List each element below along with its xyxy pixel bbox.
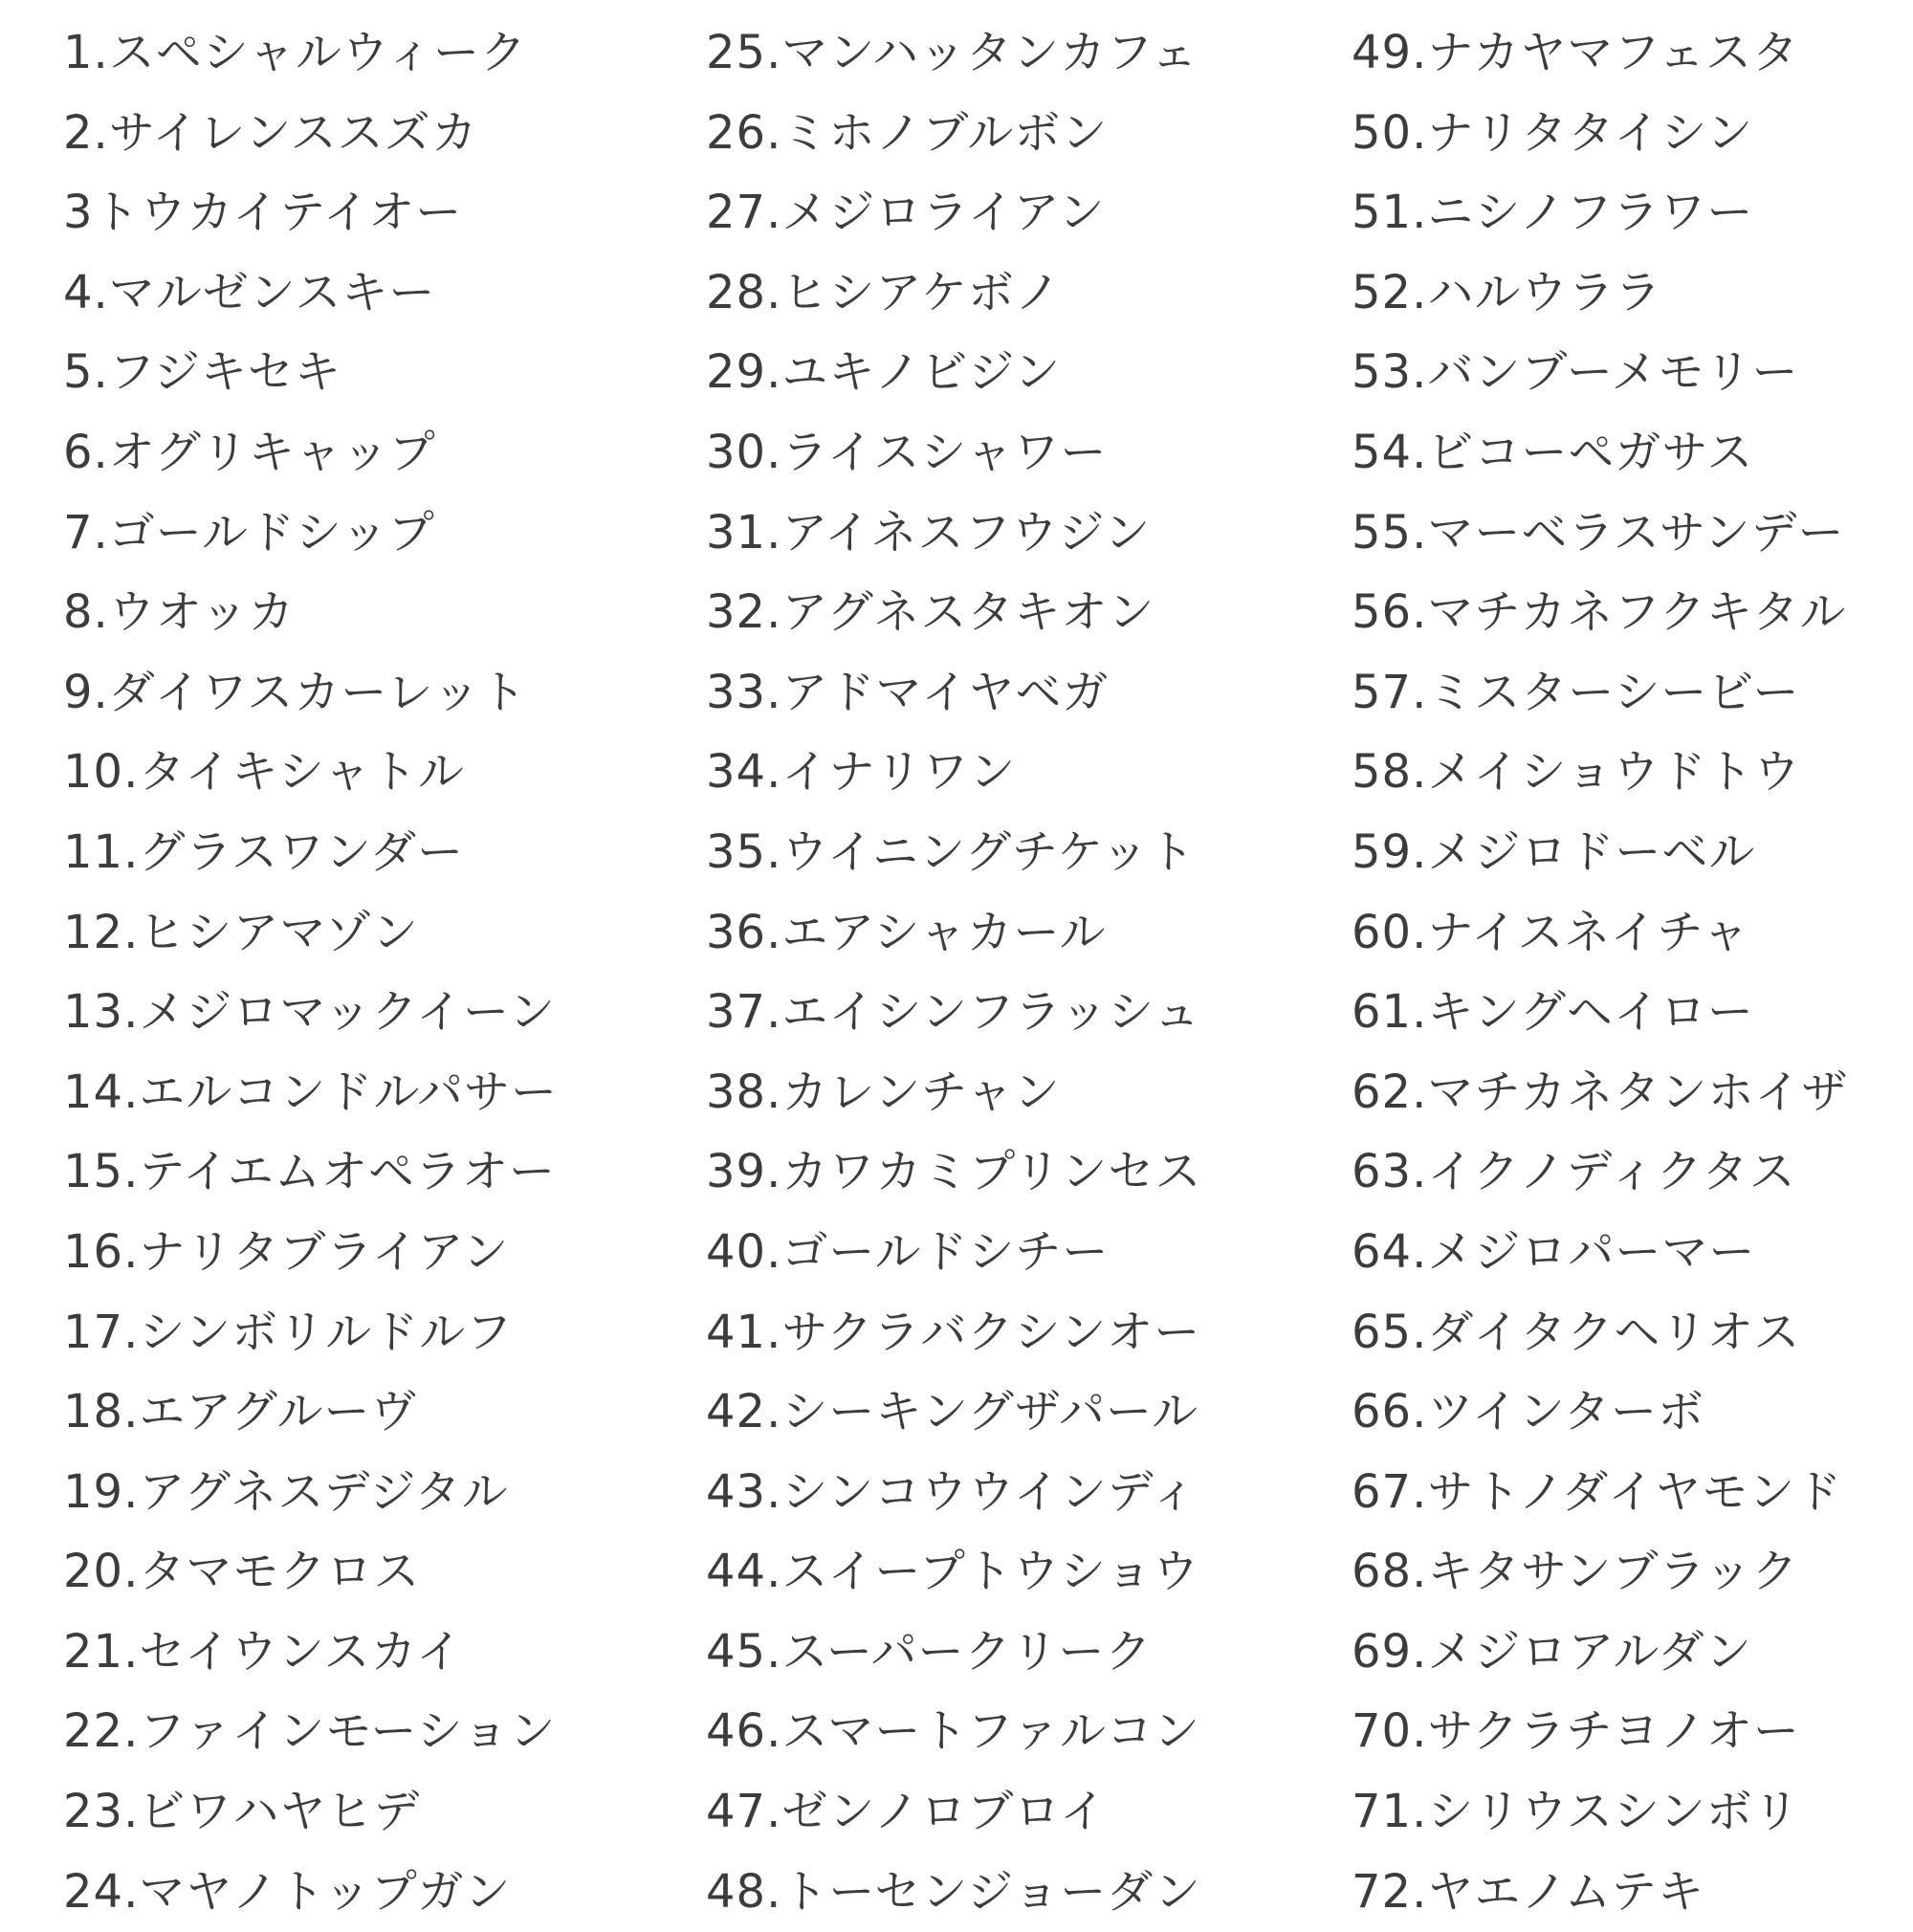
list-item: 46.スマートファルコン — [706, 1704, 1200, 1759]
list-item: 27.メジロライアン — [706, 186, 1106, 240]
list-item: 22.ファインモーション — [63, 1704, 557, 1759]
list-item: 37.エイシンフラッシュ — [706, 985, 1201, 1040]
list-item: 47.ゼンノロブロイ — [706, 1785, 1107, 1839]
list-item: 17.シンボリルドルフ — [63, 1305, 514, 1359]
list-item: 39.カワカミプリンセス — [706, 1145, 1202, 1199]
list-item: 20.タマモクロス — [63, 1545, 421, 1599]
list-item: 14.エルコンドルパサー — [63, 1065, 558, 1119]
list-item: 65.ダイタクヘリオス — [1352, 1305, 1801, 1359]
list-item: 9.ダイワスカーレット — [63, 665, 527, 719]
list-item: 4.マルゼンスキー — [63, 265, 436, 319]
list-column-2 — [706, 13, 1280, 1932]
list-item: 30.ライスシャワー — [706, 425, 1108, 479]
list-item: 63.イクノディクタス — [1352, 1145, 1796, 1199]
list-item: 8.ウオッカ — [63, 585, 296, 640]
list-item: 70.サクラチヨノオー — [1352, 1704, 1800, 1759]
list-item: 6.オグリキャップ — [63, 425, 436, 479]
list-item: 26.ミホノブルボン — [706, 105, 1109, 160]
list-item: 18.エアグルーヴ — [63, 1385, 418, 1439]
list-item: 53.バンブーメモリー — [1352, 345, 1799, 400]
list-item: 56.マチカネフクキタル — [1352, 585, 1847, 640]
list-item: 31.アイネスフウジン — [706, 505, 1152, 560]
list-item: 12.ヒシアマゾン — [63, 905, 419, 959]
list-item: 64.メジロパーマー — [1352, 1224, 1756, 1279]
list-item: 42.シーキングザパール — [706, 1385, 1199, 1439]
list-item: 58.メイショウドトウ — [1352, 745, 1801, 800]
list-item: 15.テイエムオペラオー — [63, 1145, 557, 1199]
list-item: 35.ウイニングチケット — [706, 824, 1196, 879]
list-item: 52.ハルウララ — [1352, 265, 1662, 319]
list-item: 62.マチカネタンホイザ — [1352, 1065, 1849, 1119]
list-column-1 — [63, 13, 637, 1932]
list-item: 71.シリウスシンボリ — [1352, 1785, 1800, 1839]
list-item: 48.トーセンジョーダン — [706, 1864, 1201, 1919]
list-item: 61.キングヘイロー — [1352, 985, 1754, 1040]
list-item: 5.フジキセキ — [63, 345, 341, 400]
list-item: 44.スイープトウショウ — [706, 1545, 1200, 1599]
list-item: 23.ビワハヤヒデ — [63, 1785, 421, 1839]
list-column-3 — [1352, 13, 1911, 1932]
list-item: 68.キタサンブラック — [1352, 1545, 1799, 1599]
list-item: 32.アグネスタキオン — [706, 585, 1155, 640]
list-item: 16.ナリタブライアン — [63, 1224, 510, 1279]
list-item: 3トウカイテイオー — [63, 186, 463, 240]
list-item: 36.エアシャカール — [706, 905, 1107, 959]
list-item: 57.ミスターシービー — [1352, 665, 1800, 719]
list-item: 59.メジロドーベル — [1352, 824, 1756, 879]
list-item: 2.サイレンススズカ — [63, 105, 478, 160]
list-item: 45.スーパークリーク — [706, 1624, 1153, 1679]
list-item: 66.ツインターボ — [1352, 1385, 1705, 1439]
list-item: 50.ナリタタイシン — [1352, 105, 1754, 160]
list-item: 24.マヤノトップガン — [63, 1864, 512, 1919]
list-item: 10.タイキシャトル — [63, 745, 465, 800]
list-item: 28.ヒシアケボノ — [706, 265, 1062, 319]
list-item: 33.アドマイヤベガ — [706, 665, 1110, 719]
list-item: 49.ナカヤマフェスタ — [1352, 26, 1799, 79]
list-item: 72.ヤエノムテキ — [1352, 1864, 1705, 1919]
list-item: 1.スペシャルウィーク — [63, 26, 527, 79]
list-item: 34.イナリワン — [706, 745, 1017, 800]
list-item: 55.マーベラスサンデー — [1352, 505, 1845, 560]
list-item: 41.サクラバクシンオー — [706, 1305, 1201, 1359]
list-item: 54.ビコーペガサス — [1352, 425, 1754, 479]
list-item: 43.シンコウウインディ — [706, 1464, 1198, 1519]
list-item: 60.ナイスネイチャ — [1352, 905, 1750, 959]
list-item: 7.ゴールドシップ — [63, 505, 435, 560]
list-item: 51.ニシノフラワー — [1352, 186, 1754, 240]
list-item: 21.セイウンスカイ — [63, 1624, 464, 1679]
list-item: 19.アグネスデジタル — [63, 1464, 509, 1519]
list-item: 29.ユキノビジン — [706, 345, 1062, 400]
list-item: 38.カレンチャン — [706, 1065, 1061, 1119]
list-item: 13.メジロマックイーン — [63, 985, 557, 1040]
list-item: 40.ゴールドシチー — [706, 1224, 1110, 1279]
list-item: 25.マンハッタンカフェ — [706, 26, 1198, 79]
list-item: 67.サトノダイヤモンド — [1352, 1464, 1843, 1519]
list-item: 11.グラスワンダー — [63, 824, 464, 879]
list-item: 69.メジロアルダン — [1352, 1624, 1752, 1679]
